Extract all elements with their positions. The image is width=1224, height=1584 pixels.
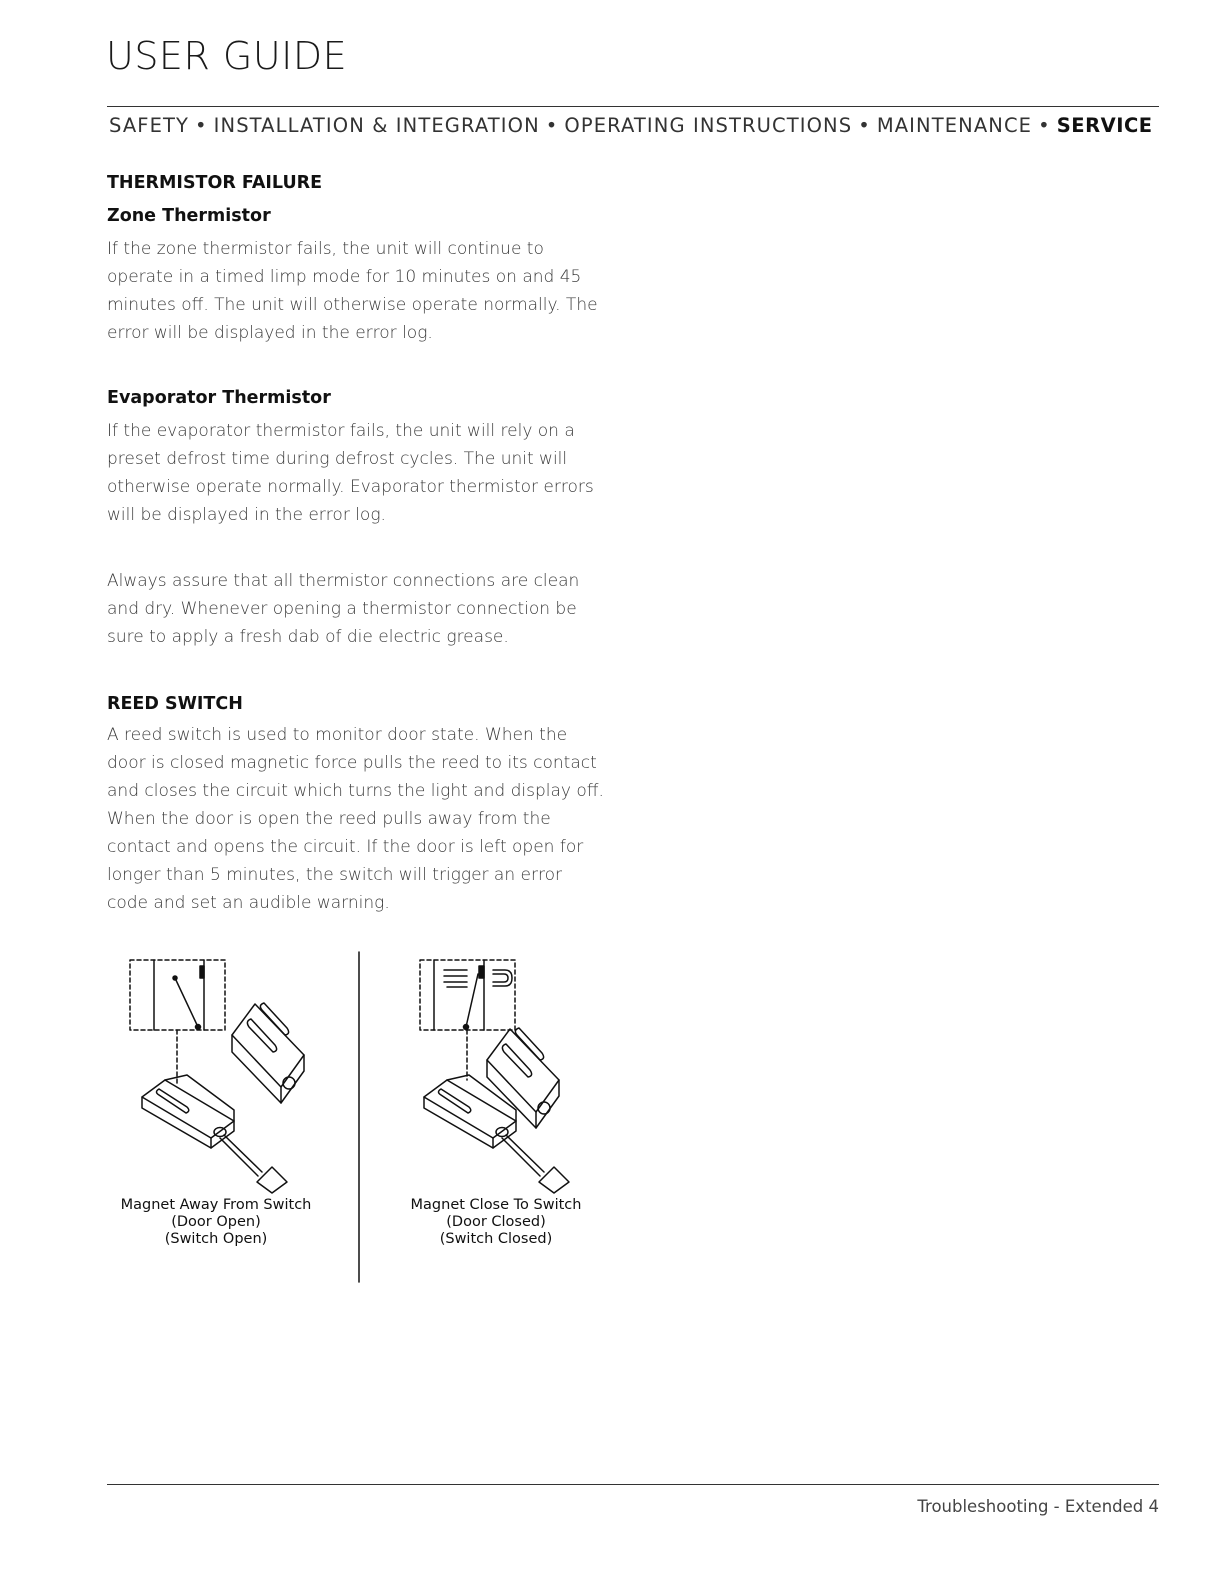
closed-caption-line-1: Magnet Close To Switch: [410, 1197, 582, 1213]
nav-separator: •: [858, 114, 871, 137]
closed-switch-detail-icon: [420, 960, 515, 1080]
nav-separator: •: [195, 114, 208, 137]
open-caption-line-2: (Door Open): [171, 1214, 261, 1230]
nav-item-service[interactable]: SERVICE: [1056, 114, 1153, 137]
zone-thermistor-heading: Zone Thermistor: [107, 206, 271, 226]
magnet-icon: [487, 1028, 559, 1128]
open-caption-line-3: (Switch Open): [164, 1231, 268, 1247]
reed-switch-heading: REED SWITCH: [107, 694, 243, 714]
closed-caption: [391, 1197, 601, 1248]
page-title: USER GUIDE: [106, 34, 348, 78]
switch-body-icon: [142, 1075, 287, 1193]
evaporator-thermistor-heading: Evaporator Thermistor: [107, 388, 331, 408]
open-caption: [111, 1197, 321, 1248]
nav-separator: •: [1038, 114, 1051, 137]
closed-caption-line-3: (Switch Closed): [439, 1231, 553, 1247]
nav-item-operating[interactable]: OPERATING INSTRUCTIONS: [564, 114, 853, 137]
open-switch-detail-icon: [130, 960, 225, 1085]
magnet-icon: [232, 1003, 304, 1103]
nav-item-maintenance[interactable]: MAINTENANCE: [876, 114, 1033, 137]
nav-item-installation[interactable]: INSTALLATION & INTEGRATION: [213, 114, 540, 137]
nav-item-safety[interactable]: SAFETY: [109, 114, 190, 137]
switch-body-icon: [424, 1075, 569, 1193]
reed-switch-figure: [107, 950, 607, 1285]
thermistor-failure-heading: THERMISTOR FAILURE: [107, 173, 323, 193]
reed-switch-text: A reed switch is used to monitor door state. When the door is closed magnetic force pulls the reed to its contact and closes the circuit which turns the light and display off. When the door is open the reed pulls away from the contact and opens the circuit. If the door is left open for longer than 5 minutes, the switch will trigger an error code and set an audible warning.: [107, 725, 604, 913]
page-footer: Troubleshooting - Extended 4: [917, 1497, 1159, 1516]
content-column: [107, 170, 607, 917]
evaporator-thermistor-text: If the evaporator thermistor fails, the unit will rely on a preset defrost time during defrost cycles. The unit will otherwise operate normally. Evaporator thermistor errors will be displayed in the error log.: [107, 421, 594, 525]
zone-thermistor-text: If the zone thermistor fails, the unit will continue to operate in a timed limp mode for 10 minutes on and 45 minutes off. The unit will otherwise operate normally. The error will be displayed in the error log.: [107, 239, 598, 343]
header-divider: [107, 106, 1159, 107]
closed-caption-line-2: (Door Closed): [446, 1214, 546, 1230]
nav-separator: •: [545, 114, 559, 137]
section-nav: [109, 114, 1159, 137]
open-caption-line-1: Magnet Away From Switch: [120, 1197, 312, 1213]
footer-divider: [107, 1484, 1159, 1485]
connections-text: Always assure that all thermistor connections are clean and dry. Whenever opening a thermistor connection be sure to apply a fresh dab of die electric grease.: [107, 571, 580, 647]
